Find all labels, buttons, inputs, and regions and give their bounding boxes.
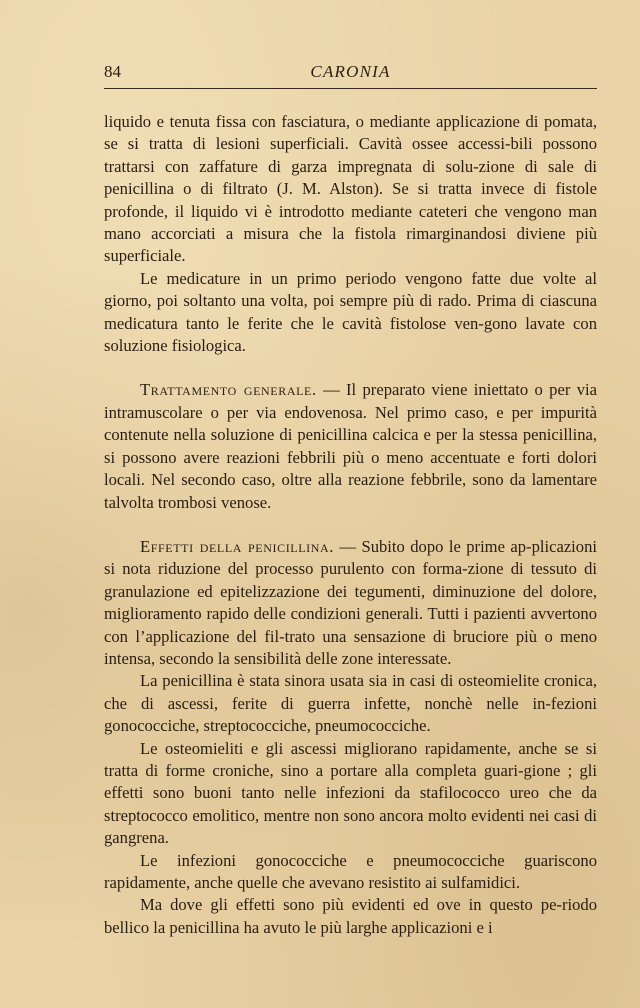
page-number: 84 <box>104 62 121 81</box>
paragraph-8 <box>104 894 597 939</box>
paragraph-2 <box>104 268 597 358</box>
book-page <box>104 58 597 939</box>
paragraph-text: — Subito dopo le prime ap-plicazioni si nota riduzione del processo purulento con forma-zione di tessuto di granulazione ed epitelizzazione dei tegumenti, diminuzione del dolore, miglioramento rapido delle condizioni generali. Tutti i pazienti avvertono con l’applicazione del fil-trato una sensazione di bruciore più o meno intensa, secondo la sensibilità delle zone interessate. <box>104 536 597 668</box>
paragraph-text: La penicillina è stata sinora usata sia in casi di osteomielite cronica, che di ascessi, ferite di guerra infette, nonchè nelle in-fezioni gonococciche, streptococciche, pneumococciche. <box>104 671 597 736</box>
paragraph-text: Le medicature in un primo periodo vengono fatte due volte al giorno, poi soltanto una volta, poi sempre più di rado. Prima di ciascuna medicatura tanto le ferite che le cavità fistolose ven-gono lavate con soluzione fisiologica. <box>104 268 597 356</box>
paragraph-7 <box>104 850 597 895</box>
section-effetti-penicillina <box>104 536 597 670</box>
paragraph-text: Ma dove gli effetti sono più evidenti ed ove in questo pe-riodo bellico la penicillina ha avuto le più larghe applicazioni e i <box>104 895 597 937</box>
section-trattamento-generale <box>104 379 597 513</box>
paragraph-6 <box>104 738 597 850</box>
paragraph-text: liquido e tenuta fissa con fasciatura, o mediante applicazione di pomata, se si tratta di lesioni superficiali. Cavità ossee accessi-bili possono trattarsi con zaffature di garza impregnata di solu-zione di sale di penicillina o di filtrato (J. M. Alston). Se si tratta invece di fistole profonde, il liquido vi è introdotto mediante cateteri che vengono man mano accorciati a misura che la fistola rimarginandosi diviene più superficiale. <box>104 112 597 266</box>
paragraph-text: Le osteomieliti e gli ascessi migliorano rapidamente, anche se si tratta di forme croniche, sino a portare alla completa guari-gione ; gli effetti sono buoni tanto nelle infezioni da stafilococco ureo che da streptococco emolitico, mentre non sono ancora molto evidenti nei casi di gangrena. <box>104 738 597 848</box>
paragraph-1 <box>104 111 597 268</box>
page-header <box>104 58 597 88</box>
paragraph-5 <box>104 670 597 737</box>
running-title: CARONIA <box>310 62 391 81</box>
section-heading: Effetti della penicillina. <box>140 536 335 556</box>
section-heading: Trattamento generale. <box>140 380 317 400</box>
body-text <box>104 111 597 939</box>
header-rule <box>104 88 597 89</box>
paragraph-text: Le infezioni gonococciche e pneumococciche guariscono rapidamente, anche quelle che avevano resistito ai sulfamidici. <box>104 850 597 892</box>
paragraph-text: — Il preparato viene iniettato o per via intramuscolare o per via endovenosa. Nel primo caso, e per impurità contenute nella soluzione di penicillina calcica e per la stessa penicillina, si possono avere reazioni febbrili più o meno accentuate e forti dolori locali. Nel secondo caso, oltre alla reazione febbrile, sono da lamentare talvolta trombosi venose. <box>104 380 597 512</box>
